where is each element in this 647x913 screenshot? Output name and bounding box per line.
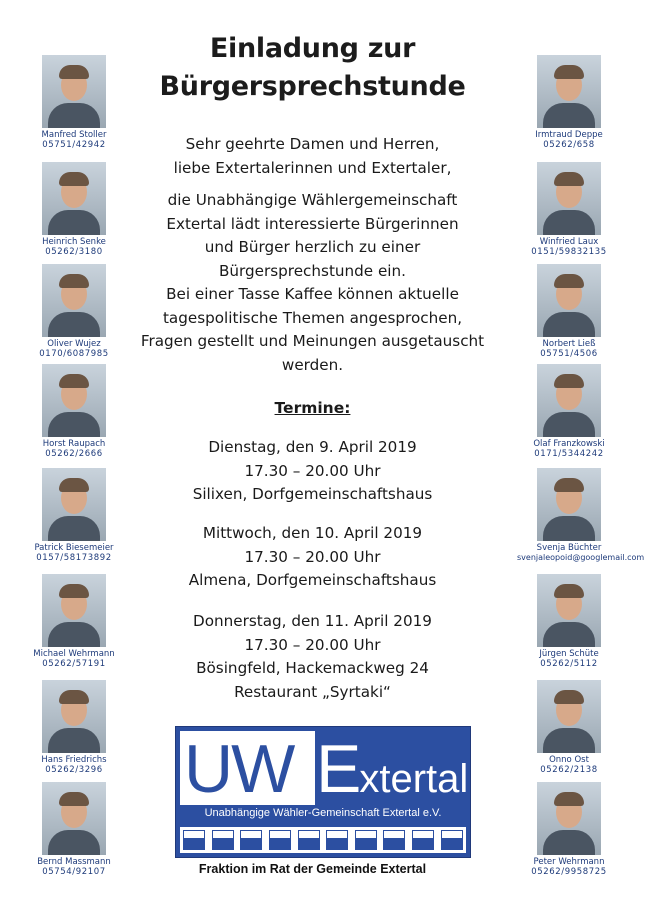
person-phone: 0170/6087985 [39,349,109,359]
person-photo [42,574,106,647]
footer-text: Fraktion im Rat der Gemeinde Extertal [198,862,427,876]
greeting-line-1: Sehr geehrte Damen und Herren, [185,135,440,153]
person-name: Jürgen Schüte [539,649,599,659]
intro-line: werden. [281,355,344,374]
person-name: Horst Raupach [42,439,106,449]
person-photo [42,55,106,128]
person-card [22,264,126,359]
person-card [22,162,126,257]
person-card [22,55,126,150]
title-line-1: Einladung zur [209,33,416,64]
person-photo [537,782,601,855]
person-card [517,162,621,257]
event-date: Mittwoch, den 10. April 2019 [202,524,423,542]
person-photo [537,162,601,235]
greeting [125,133,500,180]
person-phone: 05754/92107 [42,867,106,877]
person-phone: 0171/5344242 [534,449,604,459]
person-name: Peter Wehrmann [533,857,605,867]
person-photo [42,364,106,437]
intro-line: Bürgersprechstunde ein. [219,261,406,280]
person-phone: 05751/4506 [540,349,598,359]
person-name: Hans Friedrichs [41,755,107,765]
intro-line: Fragen gestellt und Meinungen ausgetauscht [140,332,485,350]
person-photo [42,782,106,855]
person-photo [42,680,106,753]
person-phone: 0151/59832135 [531,247,607,257]
person-name: Heinrich Senke [42,237,106,247]
person-photo [537,55,601,128]
person-name: Norbert Ließ [542,339,596,349]
person-card [517,574,621,669]
event-1 [150,436,475,507]
village-pictogram-icon [269,830,291,850]
village-pictogram-icon [383,830,405,850]
person-phone: 05262/9958725 [531,867,607,877]
person-photo [537,264,601,337]
person-photo [537,574,601,647]
intro-line: Bei einer Tasse Kaffee können aktuelle [166,285,459,303]
person-phone: 05262/3296 [45,765,103,775]
village-pictogram-icon [412,830,434,850]
person-phone: 05751/42942 [42,140,106,150]
person-phone: 05262/658 [543,140,595,150]
person-card [22,680,126,775]
person-name: Svenja Büchter [536,543,602,553]
logo-xtertal: xtertal [359,757,469,801]
event-place: Silixen, Dorfgemeinschaftshaus [192,485,433,503]
event-time: 17.30 – 20.00 Uhr [244,547,381,566]
person-name: Winfried Laux [539,237,599,247]
person-card [517,680,621,775]
person-phone: 05262/57191 [42,659,106,669]
person-card [517,55,621,150]
person-card [22,468,126,563]
logo-pictogram-strip [180,827,466,853]
person-name: Oliver Wujez [47,339,101,349]
person-name: Patrick Biesemeier [34,543,114,553]
person-photo [42,264,106,337]
person-name: Bernd Massmann [37,857,111,867]
person-card [22,364,126,459]
person-phone: 05262/3180 [45,247,103,257]
logo-uw-text: UW [184,731,294,807]
person-name: Irmtraud Deppe [535,130,603,140]
person-name: Manfred Stoller [41,130,107,140]
village-pictogram-icon [212,830,234,850]
event-time: 17.30 – 20.00 Uhr [244,635,381,654]
village-pictogram-icon [183,830,205,850]
person-phone: 05262/2666 [45,449,103,459]
person-photo [42,162,106,235]
event-2 [150,522,475,593]
village-pictogram-icon [298,830,320,850]
event-place: Bösingfeld, Hackemackweg 24 [196,659,429,677]
intro-paragraph [125,189,500,377]
person-email: svenjaleopoid@googlemail.com [517,553,645,562]
event-3 [150,610,475,704]
event-date: Donnerstag, den 11. April 2019 [193,612,432,630]
event-time: 17.30 – 20.00 Uhr [244,461,381,480]
person-phone: 0157/58173892 [36,553,112,563]
logo-subtitle: Unabhängige Wähler-Gemeinschaft Extertal e.V. [204,807,442,819]
intro-line: Extertal lädt interessierte Bürgerinnen [166,214,459,233]
person-photo [537,468,601,541]
person-phone: 05262/2138 [540,765,598,775]
person-phone: 05262/5112 [540,659,598,669]
greeting-line-2: liebe Extertalerinnen und Extertaler, [173,158,452,177]
person-name: Michael Wehrmann [33,649,115,659]
event-place: Almena, Dorfgemeinschaftshaus [188,571,437,589]
intro-line: und Bürger herzlich zu einer [204,238,421,256]
person-photo [537,680,601,753]
person-photo [42,468,106,541]
logo-e: E [316,731,360,807]
person-name: Olaf Franzkowski [533,439,605,449]
person-card [517,782,621,877]
village-pictogram-icon [326,830,348,850]
termine-heading: Termine: [274,399,351,417]
person-card [22,574,126,669]
page-title [130,30,495,106]
logo-extertal-text [316,733,468,815]
person-card [517,364,621,459]
person-card [22,782,126,877]
event-date: Dienstag, den 9. April 2019 [208,438,417,456]
village-pictogram-icon [240,830,262,850]
person-card [517,468,645,563]
uwe-logo [175,726,471,858]
intro-line: tagespolitische Themen angesprochen, [162,308,463,327]
intro-line: die Unabhängige Wählergemeinschaft [167,191,458,209]
event-place-2: Restaurant „Syrtaki“ [234,682,391,701]
village-pictogram-icon [355,830,377,850]
person-photo [537,364,601,437]
village-pictogram-icon [441,830,463,850]
person-name: Onno Ost [549,755,589,765]
person-card [517,264,621,359]
title-line-2: Bürgersprechstunde [159,71,466,102]
